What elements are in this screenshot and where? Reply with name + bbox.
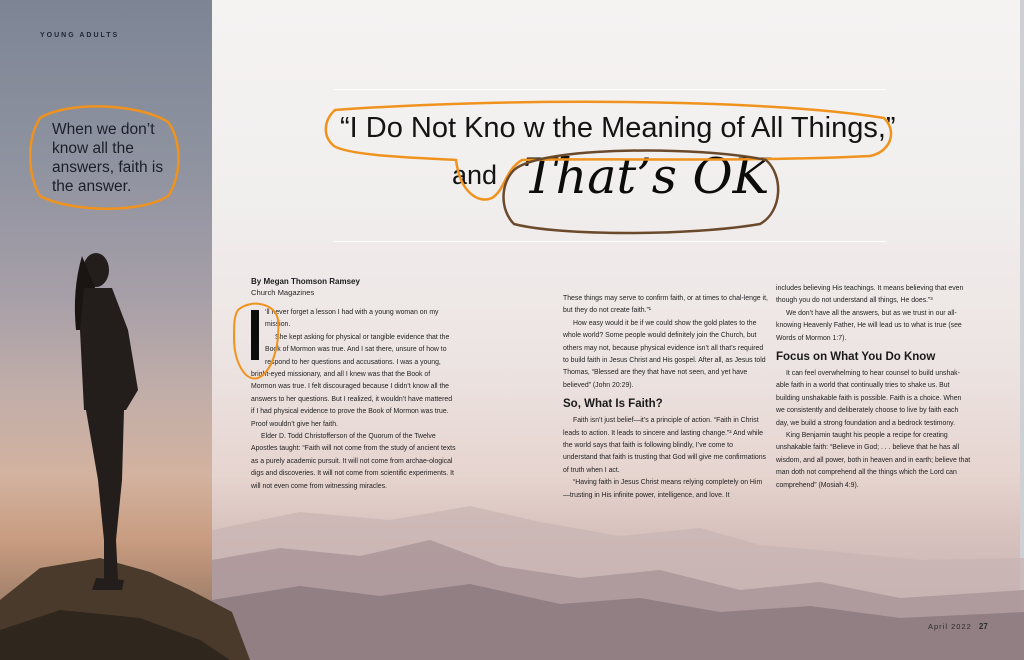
paragraph: Elder D. Todd Christofferson of the Quorum of the Twelve Apostles taught: “Faith will not come from the study of ancient texts as a purely academic pursuit. It will not come from archae-ological digs and discoveries. It will not come from scientific experiments. It will not even come from witnessing miracles.: [251, 433, 456, 490]
author-organization: Church Magazines: [251, 288, 315, 297]
body-column-2: [563, 293, 768, 502]
paragraph: These things may serve to confirm faith, or at times to chal-lenge it, but they do not create faith.”¹: [563, 295, 768, 315]
title-top-rule: [334, 89, 886, 90]
title-bottom-rule: [334, 241, 886, 242]
paragraph: We don’t have all the answers, but as we trust in our all-knowing Heavenly Father, He will lead us to what is true (see Words of Mormon 1:7).: [776, 309, 962, 342]
page-folio: [928, 622, 988, 631]
woman-silhouette: [75, 253, 138, 590]
paragraph: How easy would it be if we could show the gold plates to the whole world? Some people would definitely join the Church, but others may not, because physical evidence isn’t all that’s required to build faith in Jesus Christ and His gospel. After all, as Jesus told Thomas, “Blessed are they that have not seen, and yet have believed” (John 20:29).: [563, 319, 766, 389]
paragraph: It can feel overwhelming to hear counsel to build unshak-able faith in a world that continually tries to shake us. But building unshakable faith is possible. Faith is a choice. When we consistently and deliberately choose to live by faith each day, we build a strong foundation and a bedrock testimony.: [776, 370, 962, 427]
pull-quote: When we don’t know all the answers, faith is the answer.: [52, 121, 164, 195]
section-heading: Focus on What You Do Know: [776, 351, 936, 364]
article-title-and: and: [452, 160, 498, 190]
paragraph: includes believing His teachings. It means believing that even though you do not understand all things, He does.”³: [776, 285, 964, 305]
paragraph: ‘ll never forget a lesson I had with a young woman on my mission.: [265, 309, 439, 329]
article-title-line1: “I Do Not Kno w the Meaning of All Things,”: [340, 112, 896, 144]
paragraph: Faith isn’t just belief—it’s a principle of action. “Faith in Christ leads to action. It leads to sincere and lasting change.”² And while the world says that faith is following blindly, I’ve come to understand that faith is trusting that God will give me confirmations of truth when I act.: [563, 417, 766, 474]
article-title-emphasis: That’s OK: [523, 148, 770, 205]
author-byline: By Megan Thomson Ramsey: [251, 277, 360, 286]
section-heading: So, What Is Faith?: [563, 398, 663, 411]
drop-cap: [251, 310, 259, 360]
paragraph: “Having faith in Jesus Christ means relying completely on Him—trusting in His infinite power, intelligence, and love. It: [563, 479, 763, 499]
body-column-1: [251, 307, 456, 493]
issue-date: April 2022: [928, 622, 972, 631]
page-number: 27: [978, 622, 988, 631]
body-column-3: [776, 283, 972, 492]
section-label: YOUNG ADULTS: [40, 32, 120, 39]
paragraph: She kept asking for physical or tangible evidence that the Book of Mormon was true. And I sat there, unsure of how to respond to her questions and accusations. I was a young, bright-eyed missionary, and all I knew was that the Book of Mormon was true. I felt discouraged because I didn’t know all the answers to her questions. But I realized, it wouldn’t have mattered if I had physical evidence to prove the Book of Mormon was true. Proof wouldn’t give her faith.: [251, 333, 453, 428]
paragraph: King Benjamin taught his people a recipe for creating unshakable faith: “Believe in God; . . . believe that he has all wisdom, and all power, both in heaven and in earth; believe that man doth not comprehend all the things which the Lord can comprehend” (Mosiah 4:9).: [776, 432, 971, 489]
